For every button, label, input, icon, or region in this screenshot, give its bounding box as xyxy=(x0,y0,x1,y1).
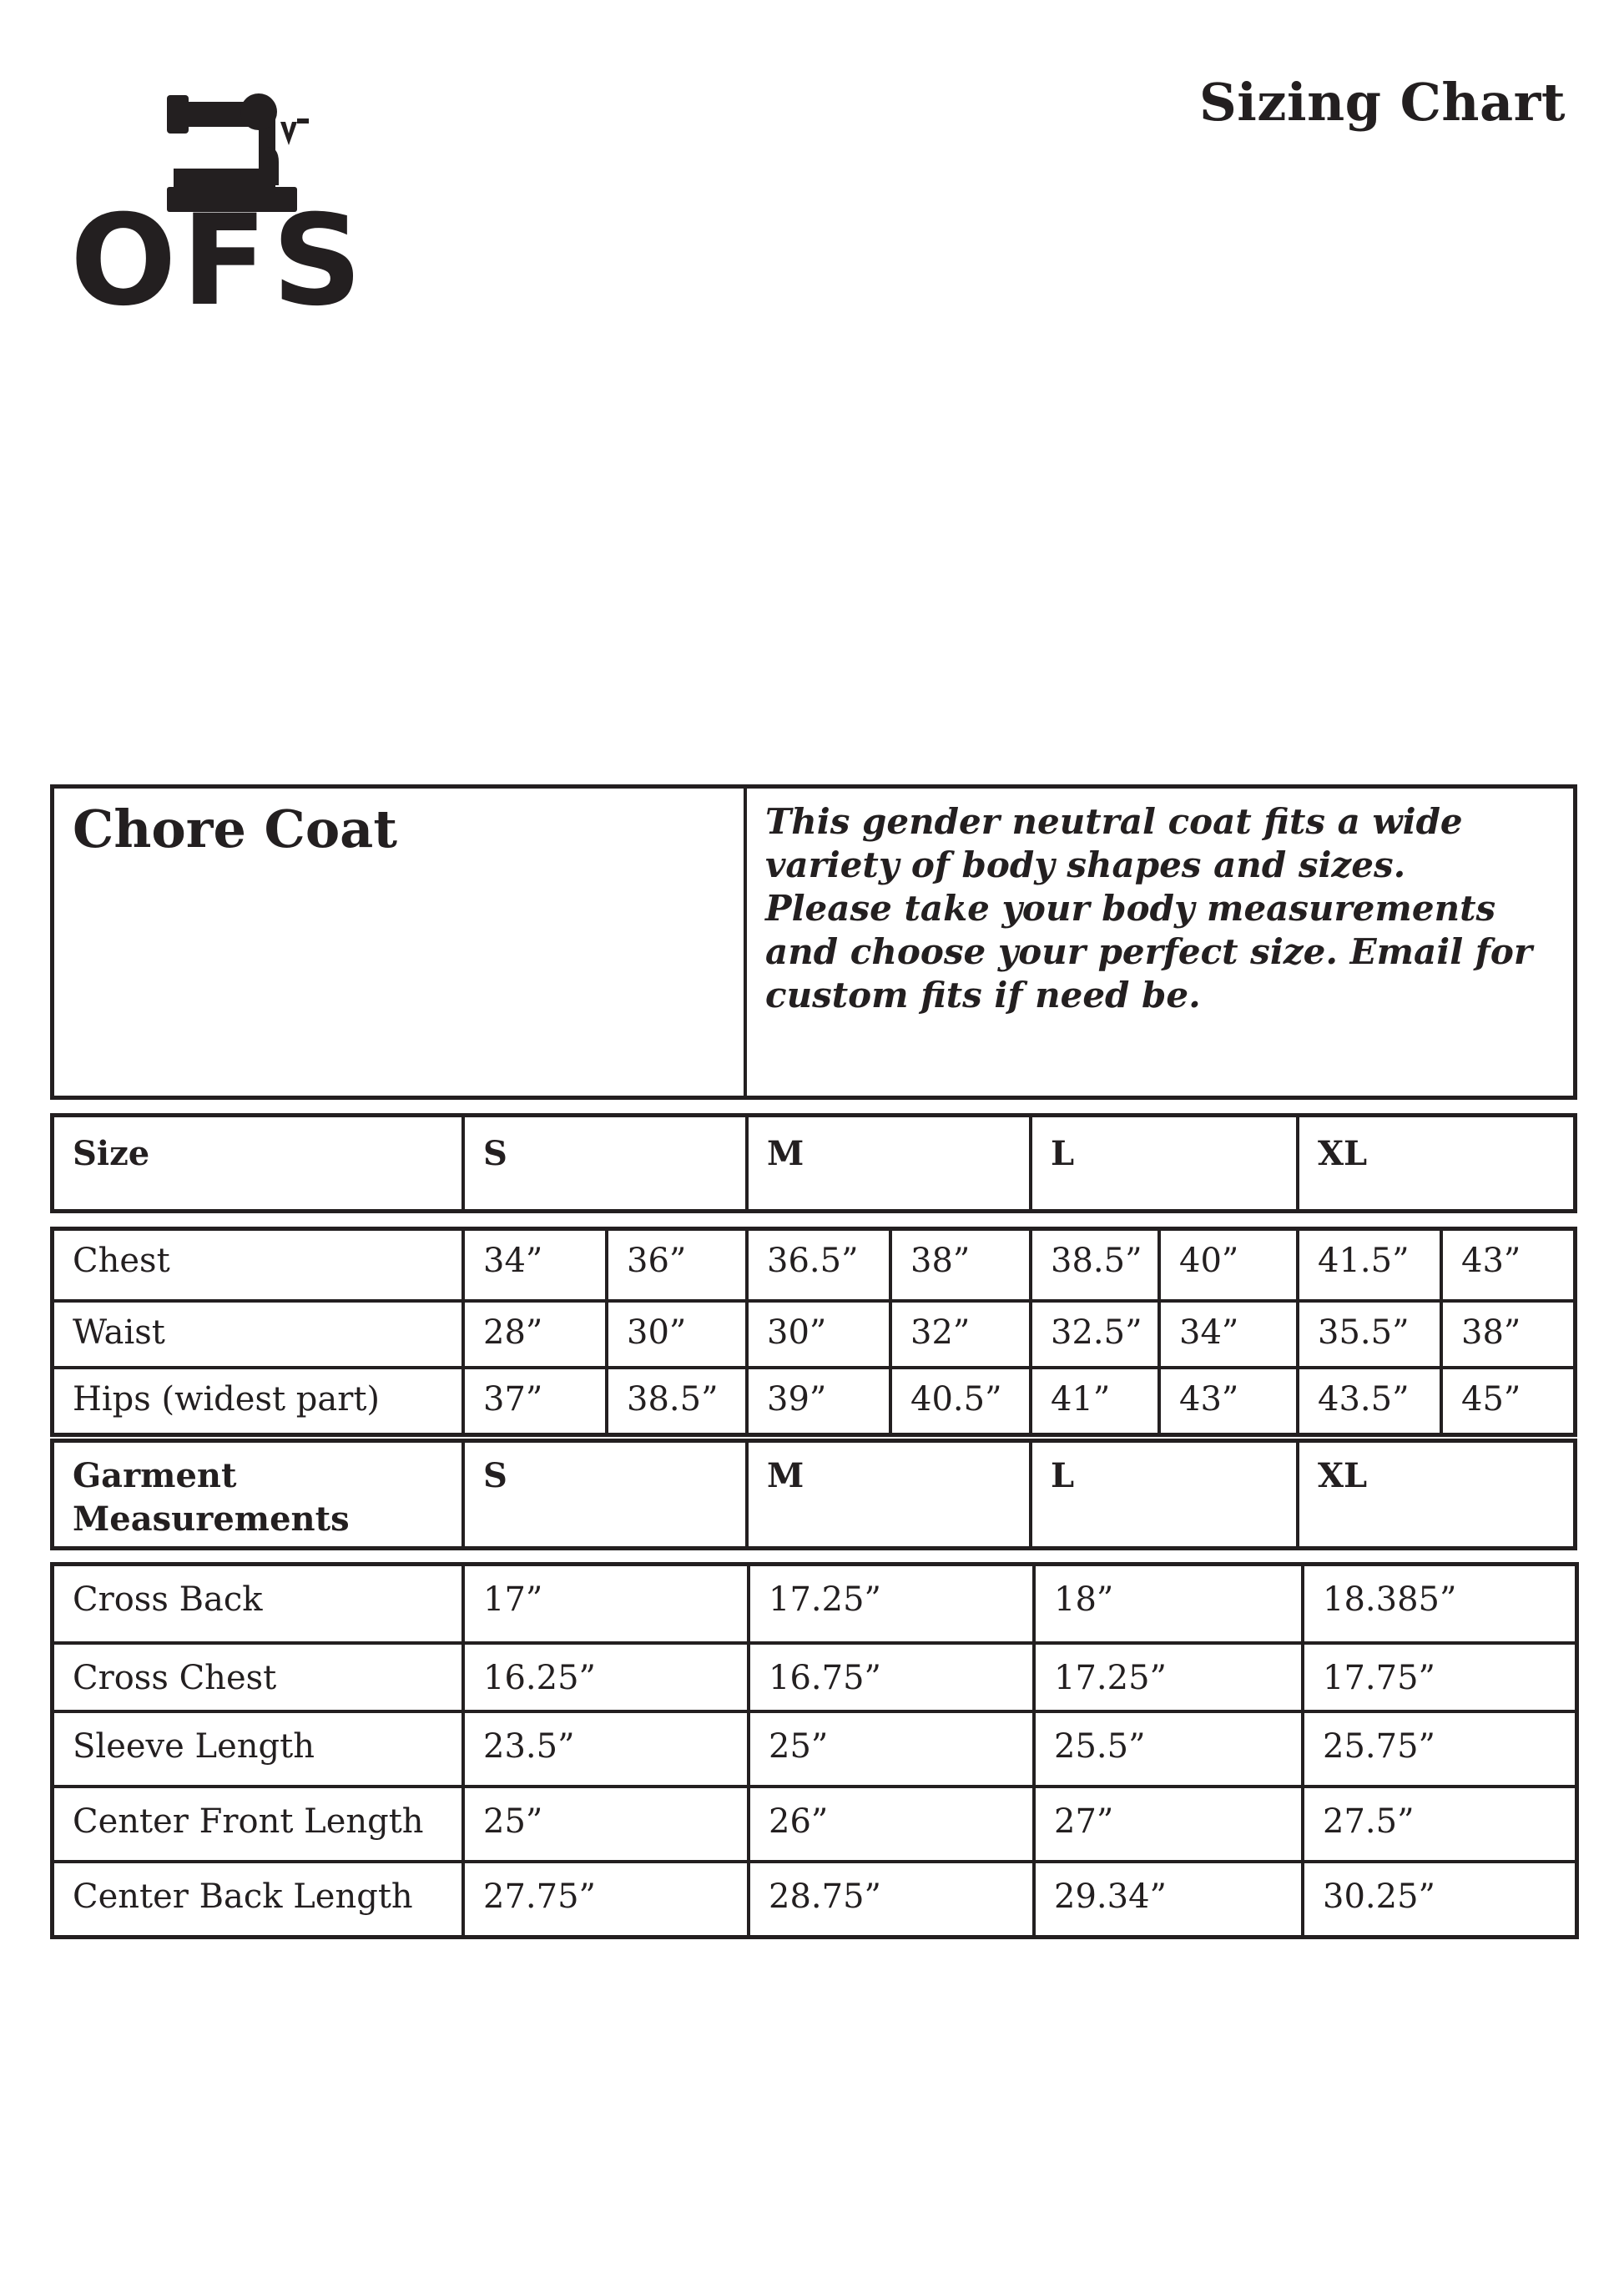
table-cell: 16.75” xyxy=(747,1645,1032,1710)
row-label: Chest xyxy=(73,1242,170,1280)
table-cell: 25” xyxy=(461,1788,747,1860)
table-cell: 40” xyxy=(1157,1231,1296,1299)
table-cell: 39” xyxy=(745,1369,889,1433)
garment-header-m: M xyxy=(745,1443,1029,1546)
size-header-label: Size xyxy=(73,1134,150,1173)
table-cell: 29.34” xyxy=(1032,1863,1301,1935)
page-title: Sizing Chart xyxy=(1198,72,1566,133)
table-cell: 32” xyxy=(889,1303,1029,1366)
row-label: Waist xyxy=(73,1313,165,1352)
garment-header-label-line1: Garment xyxy=(73,1456,237,1495)
table-cell: 23.5” xyxy=(461,1713,747,1785)
table-cell: 36” xyxy=(605,1231,745,1299)
garment-header-label xyxy=(54,1443,461,1546)
table-row xyxy=(54,1366,1573,1433)
table-row xyxy=(54,1566,1575,1641)
table-cell: 43.5” xyxy=(1296,1369,1440,1433)
body-measurements-table xyxy=(50,1227,1577,1437)
table-cell: 17” xyxy=(461,1566,747,1641)
row-label: Center Back Length xyxy=(73,1877,413,1916)
garment-header-l: L xyxy=(1029,1443,1296,1546)
size-header-xl: XL xyxy=(1296,1117,1573,1209)
table-cell: 40.5” xyxy=(889,1369,1029,1433)
table-cell: 25.5” xyxy=(1032,1713,1301,1785)
garment-header-label-line2: Measurements xyxy=(73,1499,350,1539)
table-row xyxy=(54,1231,1573,1299)
table-cell: 41” xyxy=(1029,1369,1157,1433)
row-label: Cross Chest xyxy=(73,1659,277,1697)
table-cell: 25” xyxy=(747,1713,1032,1785)
table-cell: 45” xyxy=(1440,1369,1573,1433)
table-cell: 30” xyxy=(745,1303,889,1366)
table-cell: 18” xyxy=(1032,1566,1301,1641)
row-label: Center Front Length xyxy=(73,1802,424,1841)
row-label: Cross Back xyxy=(73,1580,263,1619)
table-cell: 38” xyxy=(889,1231,1029,1299)
sewing-machine-icon xyxy=(70,88,379,312)
table-cell: 27.5” xyxy=(1301,1788,1575,1860)
product-name: Chore Coat xyxy=(73,799,397,859)
table-cell: 41.5” xyxy=(1296,1231,1440,1299)
table-cell: 18.385” xyxy=(1301,1566,1575,1641)
table-cell: 27” xyxy=(1032,1788,1301,1860)
table-cell: 35.5” xyxy=(1296,1303,1440,1366)
table-cell: 30” xyxy=(605,1303,745,1366)
table-row xyxy=(54,1299,1573,1366)
table-cell: 28” xyxy=(461,1303,605,1366)
table-cell: 28.75” xyxy=(747,1863,1032,1935)
row-label: Sleeve Length xyxy=(73,1727,315,1766)
table-cell: 32.5” xyxy=(1029,1303,1157,1366)
table-cell: 43” xyxy=(1157,1369,1296,1433)
table-cell: 43” xyxy=(1440,1231,1573,1299)
table-row xyxy=(54,1641,1575,1710)
table-cell: 36.5” xyxy=(745,1231,889,1299)
product-description: This gender neutral coat fits a wide variety of body shapes and sizes. Please take your body measurements and choose your perfect size. Email for custom fits if need be. xyxy=(744,789,1573,1096)
table-cell: 34” xyxy=(461,1231,605,1299)
size-header-table xyxy=(50,1113,1577,1213)
product-info-table xyxy=(50,784,1577,1100)
table-cell: 38.5” xyxy=(1029,1231,1157,1299)
garment-header-table xyxy=(50,1439,1577,1550)
table-cell: 17.75” xyxy=(1301,1645,1575,1710)
table-cell: 25.75” xyxy=(1301,1713,1575,1785)
table-cell: 34” xyxy=(1157,1303,1296,1366)
brand-logo xyxy=(70,88,379,312)
size-header-m: M xyxy=(745,1117,1029,1209)
table-cell: 38.5” xyxy=(605,1369,745,1433)
row-label: Hips (widest part) xyxy=(73,1380,381,1419)
table-cell: 37” xyxy=(461,1369,605,1433)
table-cell: 30.25” xyxy=(1301,1863,1575,1935)
logo-text: OFS xyxy=(70,189,368,312)
garment-header-s: S xyxy=(461,1443,745,1546)
table-cell: 17.25” xyxy=(747,1566,1032,1641)
table-row xyxy=(54,1860,1575,1935)
table-row xyxy=(54,1785,1575,1860)
table-cell: 27.75” xyxy=(461,1863,747,1935)
garment-measurements-table xyxy=(50,1562,1579,1939)
table-cell: 16.25” xyxy=(461,1645,747,1710)
size-header-l: L xyxy=(1029,1117,1296,1209)
size-header-s: S xyxy=(461,1117,745,1209)
table-row xyxy=(54,1710,1575,1785)
garment-header-xl: XL xyxy=(1296,1443,1573,1546)
table-cell: 17.25” xyxy=(1032,1645,1301,1710)
table-cell: 38” xyxy=(1440,1303,1573,1366)
table-cell: 26” xyxy=(747,1788,1032,1860)
